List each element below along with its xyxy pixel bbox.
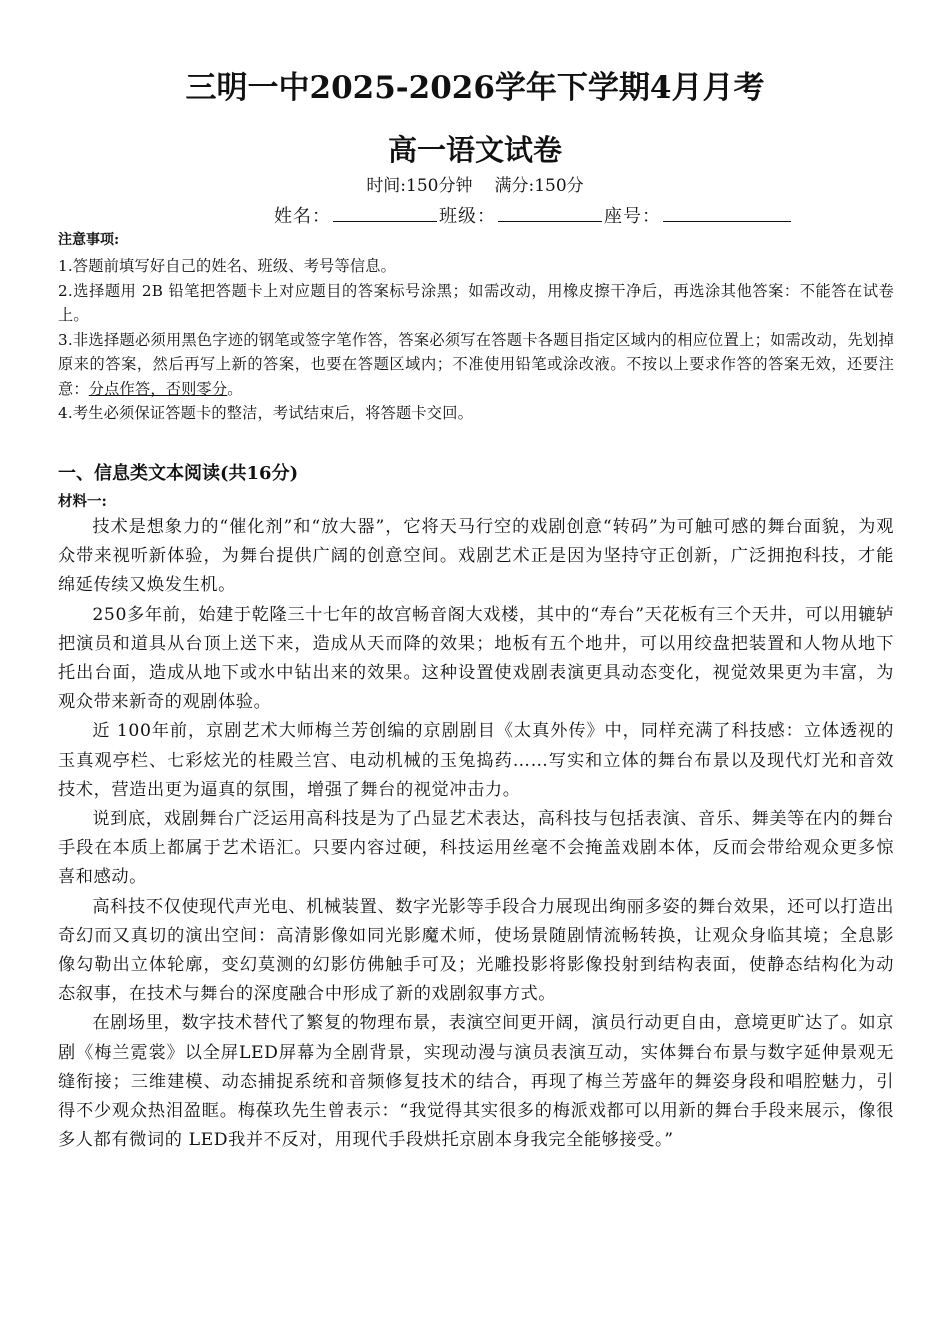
reading-passage <box>58 513 894 1155</box>
note-item-3-text: 3.非选择题必须用黑色字迹的钢笔或签字笔作答，答案必须写在答题卡各题目指定区域内的相应位置上；如需改动，先划掉原来的答案，然后再写上新的答案，也要在答题区域内；不准使用铅笔或涂改液。不按以上要求作答的答案无效，还要注意： <box>58 330 894 398</box>
class-blank[interactable] <box>498 203 602 222</box>
seat-blank[interactable] <box>663 203 791 222</box>
school-exam-title: 三明一中2025-2026学年下学期4月月考 <box>185 70 765 106</box>
passage-paragraph: 说到底，戏剧舞台广泛运用高科技是为了凸显艺术表达，高科技与包括表演、音乐、舞美等在内的舞台手段在本质上都属于艺术语汇。只要内容过硬，科技运用丝毫不会掩盖戏剧本体，反而会带给观众更多惊喜和感动。 <box>58 809 894 888</box>
seat-label: 座号： <box>604 206 661 227</box>
class-label: 班级： <box>439 206 496 227</box>
notes-list <box>58 254 894 426</box>
note-item: 1.答题前填写好自己的姓名、班级、考号等信息。 <box>58 257 397 275</box>
name-label: 姓名： <box>274 206 331 227</box>
note-item: 2.选择题用 2B 铅笔把答题卡上对应题目的答案标号涂黑；如需改动，用橡皮擦干净后，再选涂其他答案：不能答在试卷上。 <box>58 281 894 324</box>
name-blank[interactable] <box>333 203 437 222</box>
section-heading: 一、信息类文本阅读(共16分) <box>58 463 299 484</box>
note-item-3-end: 。 <box>227 379 243 398</box>
note-item-3-underlined: 分点作答，否则零分 <box>88 379 228 398</box>
note-item <box>58 328 894 402</box>
exam-meta <box>0 171 950 196</box>
student-info-line <box>274 202 793 228</box>
passage-paragraph: 技术是想象力的“催化剂”和“放大器”，它将天马行空的戏剧创意“转码”为可触可感的舞台面貌，为观众带来视听新体验，为舞台提供广阔的创意空间。戏剧艺术正是因为坚持守正创新，广泛拥抱科技，才能绵延传续又焕发生机。 <box>58 517 894 596</box>
passage-paragraph: 高科技不仅使现代声光电、机械装置、数字光影等手段合力展现出绚丽多姿的舞台效果，还可以打造出奇幻而又真切的演出空间：高清影像如同光影魔术师，使场景随剧情流畅转换，让观众身临其境；全息影像勾勒出立体轮廓，变幻莫测的幻影仿佛触手可及；光雕投影将影像投射到结构表面，使静态结构化为动态叙事，在技术与舞台的深度融合中形成了新的戏剧叙事方式。 <box>58 896 894 1005</box>
paper-title: 高一语文试卷 <box>387 133 562 167</box>
exam-time: 时间:150分钟 <box>366 176 473 196</box>
passage-paragraph: 近 100年前，京剧艺术大师梅兰芳创编的京剧剧目《太真外传》中，同样充满了科技感：立体透视的玉真观亭栏、七彩炫光的桂殿兰宫、电动机械的玉兔捣药……写实和立体的舞台布景以及现代灯光和音效技术，营造出更为逼真的氛围，增强了舞台的视觉冲击力。 <box>58 721 894 800</box>
passage-paragraph: 在剧场里，数字技术替代了繁复的物理布景，表演空间更开阔，演员行动更自由，意境更旷达了。如京剧《梅兰霓裳》以全屏LED屏幕为全剧背景，实现动漫与演员表演互动，实体舞台布景与数字延伸景观无缝衔接；三维建模、动态捕捉系统和音频修复技术的结合，再现了梅兰芳盛年的舞姿身段和唱腔魅力，引得不少观众热泪盈眶。梅葆玖先生曾表示：“我觉得其实很多的梅派戏都可以用新的舞台手段来展示，像很多人都有微词的 LED我并不反对，用现代手段烘托京剧本身我完全能够接受。” <box>58 1013 894 1151</box>
exam-score: 满分:150分 <box>494 176 584 196</box>
notes-heading: 注意事项: <box>58 232 120 248</box>
material-label: 材料一: <box>58 493 107 510</box>
passage-paragraph: 250多年前，始建于乾隆三十七年的故宫畅音阁大戏楼，其中的“寿台”天花板有三个天井，可以用辘轳把演员和道具从台顶上送下来，造成从天而降的效果；地板有五个地井，可以用绞盘把装置和人物从地下托出台面，造成从地下或水中钻出来的效果。这种设置使戏剧表演更具动态变化，视觉效果更为丰富，为观众带来新奇的观剧体验。 <box>58 604 894 713</box>
note-item: 4.考生必须保证答题卡的整洁，考试结束后，将答题卡交回。 <box>58 404 473 422</box>
